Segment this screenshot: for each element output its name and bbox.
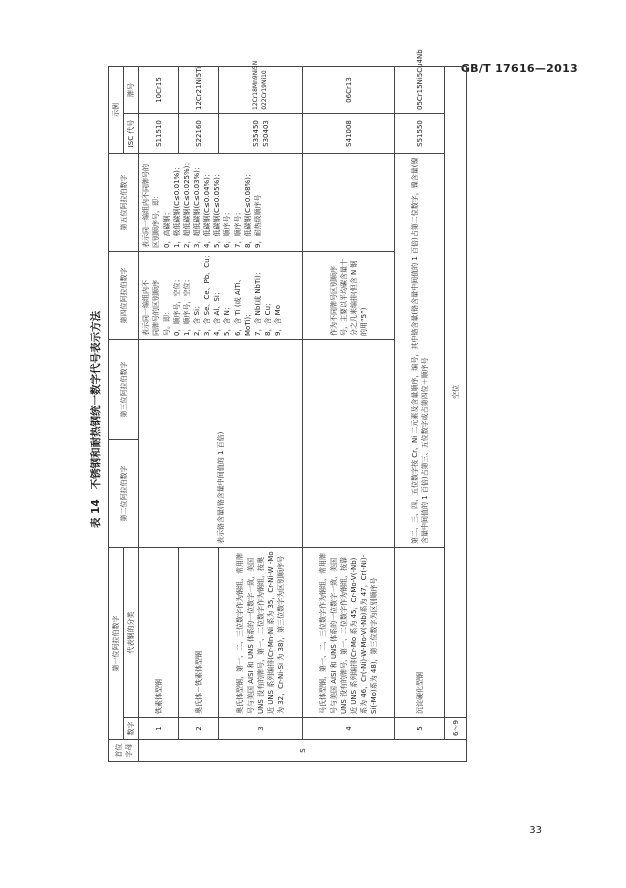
table-row: [303, 67, 395, 762]
table-caption-number: 表 14: [90, 499, 102, 529]
row-digit: 5: [395, 718, 445, 740]
table-caption: [88, 67, 104, 762]
example-grade: 10Cr15: [139, 67, 179, 114]
header-digit: 数字: [124, 718, 139, 740]
example-isc-group: [219, 114, 303, 154]
example-grade: 05Cr15Ni5Cu4Nb: [395, 67, 445, 114]
example-grade: 022Cr19Ni10: [260, 70, 268, 110]
header-second-digit: 第二位阿拉伯数字: [109, 440, 139, 548]
table-row: [445, 67, 467, 762]
martensite-blank-cell: [303, 340, 395, 548]
page-number: 33: [529, 825, 542, 836]
table-row: [139, 67, 179, 762]
example-isc: S30403: [261, 120, 270, 147]
standard-code: GB/T 17616—2013: [460, 62, 578, 75]
row-category: 马氏体型钢，第一、二、三位数字作为钢组，常用牌号与美国 AISI 和 UNS 体系的一位数字一致，美国 UNS 没有的牌号，第一、二位数字作为钢组，按靠近 UNS 系列编排(Cr-Mo 系为 45，Cr-Mo-V(-Nb)系为 46，Cr(-Ni)-W-Mo-V(-Nb)系为 47，Cr(-Ni)-Si(-Mo)系为 48)，第三位数字为区别顺序号: [303, 548, 395, 718]
table-row: [395, 67, 445, 762]
row-category: 沉淀硬化型钢: [395, 548, 445, 718]
example-grade: 12Cr18Mn9Ni5N: [252, 60, 260, 110]
martensite-fourth-digit: 作为不同牌号区别顺序号，主要以平均碳含量十分之几来编排(但含 N 钢的用“5”): [303, 252, 395, 340]
example-isc: S51550: [395, 114, 445, 154]
header-first-digit: 第一位阿拉伯数字: [109, 548, 124, 740]
row-digit: 4: [303, 718, 395, 740]
header-grade: 牌号: [124, 67, 139, 114]
example-isc: S11510: [139, 114, 179, 154]
header-third-digit: 第三位阿拉伯数字: [109, 340, 139, 440]
header-example: 示例: [109, 67, 124, 154]
blank-row-text: 空位: [445, 67, 467, 718]
precipitation-digit-text: 第二、三、四、五位数字按 Cr、Ni 二元素及含量顺序，编号，其中铬含量(铬含量中间值的 1 百倍)占第二位数字，镍含量(镍含量中间值的 1 百倍)占第三、五位数字或占第四位＋顺序号: [395, 154, 445, 548]
row-digit: 3: [219, 718, 303, 740]
example-isc: S35450: [251, 120, 260, 147]
fourth-digit-text: 表示同一编组内不 同牌号的区别顺序 号。即： 0，顺序号，空位； 1，顺序号，空位； 2，含 Si； 3，含 Se、Ce、Pb、Cu； 4，含 Al、Si； 5，含 N； 6，含 Ti (或 AlTi、 MoTi)； 7，含 Nb(或 NbTi)； 8，含 Cu； 9，含 Mo: [139, 252, 303, 340]
row-digit: 1: [139, 718, 179, 740]
row-category: 奥氏体型钢，第一、二、三位数字作为钢组，常用牌号与美国 AISI 和 UNS 体系的一位数字一致，美国 UNS 没有的牌号，第一、二位数字作为钢组，按奥近 UNS 系列编排(Cr-Mn-Ni 系为 35，Cr-Ni-W -Mo 为 32，Cr-Ni-Si 为 38)，第三位数字为区别顺序号: [219, 548, 303, 718]
example-isc: S41008: [303, 114, 395, 154]
row-category: 铁素体型钢: [139, 548, 179, 718]
first-letter-s: S: [139, 740, 467, 762]
header-fifth-digit: 第五位阿拉伯数字: [109, 154, 139, 252]
row-digit: 2: [179, 718, 219, 740]
header-category: 代表钢的分类: [124, 548, 139, 718]
example-grade-group: [219, 60, 303, 114]
row-category: 奥氏体－铁素体型钢: [179, 548, 219, 718]
example-grade: 12Cr21Ni5Ti: [179, 67, 219, 114]
header-fourth-digit: 第四位阿拉伯数字: [109, 252, 139, 340]
header-first-letter: 首位字母: [109, 740, 139, 762]
header-row-1: [109, 67, 124, 762]
second-third-digit-text: 表示铬含量(铬含量中间值的 1 百倍): [139, 340, 303, 548]
header-isc-code: ISC 代号: [124, 114, 139, 154]
example-isc: S22160: [179, 114, 219, 154]
example-grade: 06Cr13: [303, 67, 395, 114]
table-caption-title: 不锈钢和耐热钢统一数字代号表示方法: [90, 310, 102, 490]
martensite-fifth-digit: [303, 154, 395, 252]
fifth-digit-text: 表示同一编组内不同牌号的 区别顺序号，即： 0，高碳钢； 1，极低碳钢(C≤0.01%)； 2，超低碳钢(C≤0.025%)； 3，超低碳钢(C≤0.03%)； 4，低碳钢(C≤0.04%)； 5，低碳钢(C≤0.05%)； 6，顺序号； 7，顺序号； 8，低碳钢(C≤0.08%)； 9，耐热级顺序号: [139, 154, 303, 252]
steel-code-table: [108, 49, 467, 762]
row-digit: 6～9: [445, 718, 467, 740]
